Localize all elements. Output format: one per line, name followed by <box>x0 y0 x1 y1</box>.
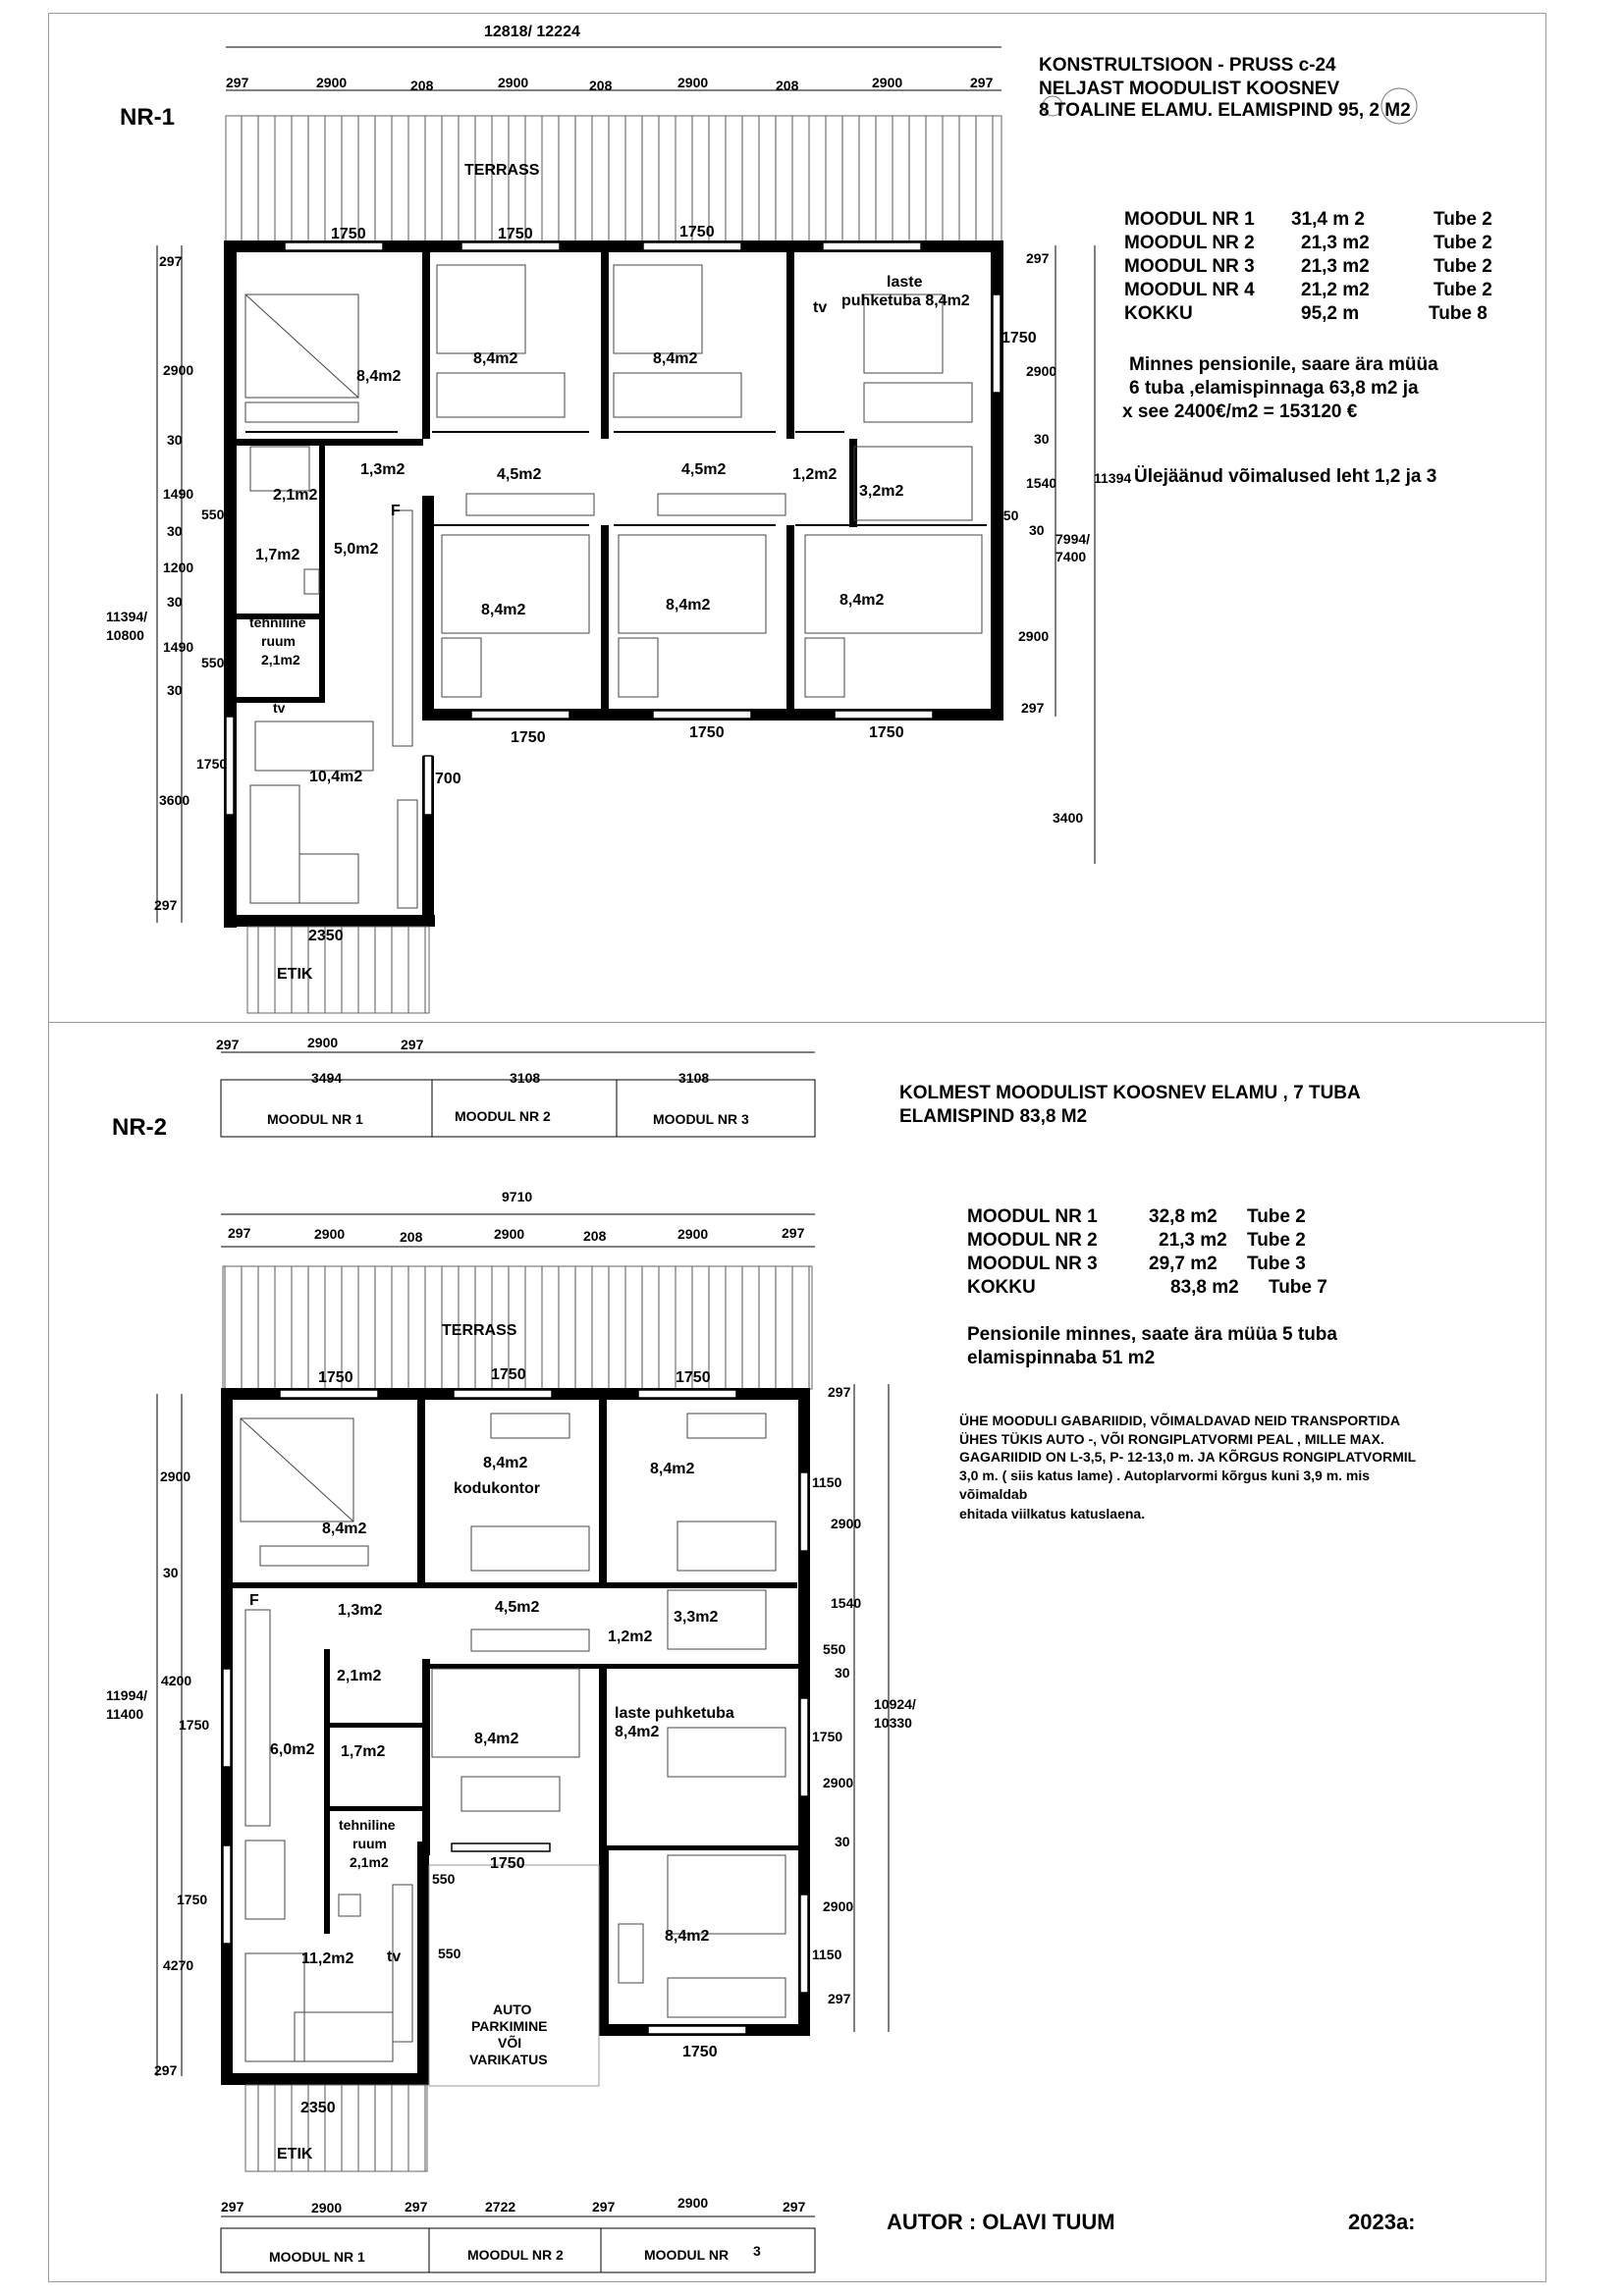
room-area: 1,2m2 <box>608 1629 653 1645</box>
dim: 297 <box>828 1384 851 1400</box>
room-area: 11,2m2 <box>301 1950 354 1967</box>
nr1-label: NR-1 <box>120 104 176 131</box>
room-area: 1,3m2 <box>360 461 406 478</box>
dim: 297 <box>1021 700 1045 716</box>
transport-line: GAGARIIDID ON L-3,5, P- 12-13,0 m. JA KÕRGUS RONGIPLATVORMIL <box>959 1449 1417 1465</box>
dim: 2900 <box>677 2195 709 2211</box>
nr2-top-total: 9710 <box>502 1189 533 1204</box>
room-area: 6,0m2 <box>270 1741 315 1758</box>
dim: 1150 <box>812 1947 842 1962</box>
module-row: MOODUL NR 2 21,3 m2 Tube 2 <box>1124 233 1492 253</box>
dim: 550 <box>996 507 1019 523</box>
dim: 297 <box>783 2199 806 2215</box>
room-area: 4,5m2 <box>495 1599 540 1616</box>
nr1-note-1: Minnes pensionile, saare ära müüa <box>1129 354 1438 375</box>
dim: 208 <box>410 78 434 93</box>
nr1-title-2: NELJAST MOODULIST KOOSNEV <box>1039 79 1340 99</box>
dim: 550 <box>201 655 225 670</box>
room-area: 8,4m2 <box>356 368 402 385</box>
tv-label: tv <box>813 299 828 316</box>
nr1-note-3: x see 2400€/m2 = 153120 € <box>1122 401 1358 422</box>
room-area: 8,4m2 <box>666 597 711 614</box>
window-dim: 1750 <box>1001 330 1037 347</box>
tv-label: tv <box>387 1949 402 1965</box>
nr2-note-2: elamispinnaba 51 m2 <box>967 1348 1156 1368</box>
dim-total: 11400 <box>106 1706 144 1722</box>
module-label: MOODUL NR 2 <box>467 2247 564 2263</box>
dim-total: 11394 <box>1094 470 1132 486</box>
room-area: 1,7m2 <box>255 547 300 563</box>
room-area: 4,5m2 <box>681 461 727 478</box>
module-label: MOODUL NR 1 <box>267 1111 363 1127</box>
nr2-porch-label: ETIK <box>277 2146 313 2163</box>
dim: 30 <box>1029 522 1045 538</box>
dim: 2900 <box>314 1226 346 1242</box>
dim: 297 <box>159 253 183 269</box>
dim: 297 <box>216 1037 240 1052</box>
dim: 297 <box>228 1225 251 1241</box>
dim: 2900 <box>1026 363 1057 379</box>
dim: 1490 <box>163 486 194 502</box>
module-row: MOODUL NR 3 29,7 m2 Tube 3 <box>967 1254 1306 1274</box>
window-dim: 1750 <box>679 224 715 240</box>
room-area: 8,4m2 <box>322 1521 367 1537</box>
dim: 2900 <box>316 75 348 90</box>
nr2-title-1: KOLMEST MOODULIST KOOSNEV ELAMU , 7 TUBA <box>899 1083 1361 1103</box>
transport-line: ÜHES TÜKIS AUTO -, VÕI RONGIPLATVORMI PEAL , MILLE MAX. <box>959 1431 1384 1447</box>
dim: 2900 <box>823 1898 854 1914</box>
parking-line: VÕI <box>498 2035 522 2051</box>
dim: 4200 <box>161 1673 192 1688</box>
dim: 30 <box>835 1834 850 1849</box>
room-area: 2,1m2 <box>261 652 300 667</box>
fridge-label: F <box>249 1592 259 1609</box>
dim: 1150 <box>812 1474 842 1490</box>
dim: 1540 <box>831 1595 862 1611</box>
dim: 2900 <box>677 1226 709 1242</box>
dim: 1750 <box>196 756 228 772</box>
dim: 2722 <box>485 2199 516 2215</box>
nr1-top-total: 12818/ 12224 <box>484 24 580 40</box>
fridge-label: F <box>391 503 401 519</box>
room-area: 2,1m2 <box>350 1854 389 1870</box>
dim-total: 11394/ <box>106 609 148 624</box>
room-area: 8,4m2 <box>653 350 698 367</box>
nr2-label: NR-2 <box>112 1114 168 1141</box>
dim: 297 <box>154 2062 178 2078</box>
window-dim: 1750 <box>689 724 725 741</box>
year-label: 2023a: <box>1348 2210 1416 2234</box>
dim: 1200 <box>163 560 194 575</box>
room-name: ruum <box>261 633 296 649</box>
tv-label: tv <box>273 700 286 716</box>
module-label: MOODUL NR 2 <box>455 1108 551 1124</box>
room-area: 8,4m2 <box>474 1731 519 1747</box>
dim-total: 7994/ <box>1056 531 1091 547</box>
nr1-note-2: 6 tuba ,elamispinnaga 63,8 m2 ja <box>1129 378 1419 399</box>
window-dim: 1750 <box>498 226 533 242</box>
dim: 2900 <box>311 2200 343 2216</box>
dim-total: 11994/ <box>106 1687 148 1703</box>
dim: 1750 <box>179 1717 210 1733</box>
dim: 297 <box>221 2199 244 2215</box>
room-area: 8,4m2 <box>665 1928 710 1945</box>
room-name: kodukontor <box>454 1480 540 1497</box>
window-dim: 1750 <box>490 1855 525 1872</box>
dim: 550 <box>432 1871 456 1887</box>
dim: 1490 <box>163 639 194 655</box>
room-name: puhketuba 8,4m2 <box>841 293 970 309</box>
room-area: 4,5m2 <box>497 466 542 483</box>
nr2-note-1: Pensionile minnes, saate ära müüa 5 tuba <box>967 1324 1337 1345</box>
dim: 2900 <box>160 1468 191 1484</box>
module-row: MOODUL NR 2 21,3 m2 Tube 2 <box>967 1230 1306 1251</box>
dim: 297 <box>401 1037 424 1052</box>
dim: 1750 <box>177 1892 208 1907</box>
dim: 3108 <box>510 1070 541 1086</box>
module-row: MOODUL NR 1 31,4 m 2 Tube 2 <box>1124 209 1492 230</box>
room-area: 3,3m2 <box>674 1609 719 1626</box>
dim-total: 7400 <box>1056 549 1087 564</box>
dim: 2900 <box>494 1226 525 1242</box>
dim: 2900 <box>872 75 903 90</box>
dim: 2900 <box>307 1035 339 1050</box>
dim: 3108 <box>678 1070 710 1086</box>
room-area: 8,4m2 <box>839 592 885 609</box>
room-name: tehniline <box>249 614 306 630</box>
parking-line: VARIKATUS <box>469 2052 548 2067</box>
nr2-terrace-label: TERRASS <box>442 1322 517 1339</box>
dim: 30 <box>167 523 183 539</box>
nr1-module-table <box>1124 208 1492 326</box>
module-row: KOKKU 95,2 m Tube 8 <box>1124 303 1488 324</box>
module-label: 3 <box>753 2243 761 2259</box>
dim-total: 10800 <box>106 627 144 643</box>
dim: 1750 <box>812 1729 843 1744</box>
transport-line: võimaldab <box>959 1486 1028 1502</box>
dim: 4270 <box>163 1957 194 1973</box>
room-name: laste <box>887 274 923 291</box>
dim: 2900 <box>831 1516 862 1531</box>
room-area: 1,3m2 <box>338 1602 383 1619</box>
dim: 2900 <box>823 1775 854 1790</box>
window-dim: 1750 <box>318 1369 353 1386</box>
dim: 297 <box>592 2199 616 2215</box>
dim: 297 <box>226 75 249 90</box>
dim: 30 <box>167 432 183 448</box>
dim: 297 <box>828 1991 851 2006</box>
room-area: 3,2m2 <box>859 483 904 500</box>
dim: 550 <box>438 1946 461 1961</box>
dim: 3600 <box>159 792 190 808</box>
room-area: 8,4m2 <box>615 1724 660 1740</box>
dim: 2900 <box>677 75 709 90</box>
dim: 30 <box>835 1665 850 1681</box>
window-dim: 2350 <box>300 2100 336 2116</box>
module-row: MOODUL NR 4 21,2 m2 Tube 2 <box>1124 280 1492 300</box>
dim: 297 <box>405 2199 428 2215</box>
dim: 3494 <box>311 1070 343 1086</box>
dim: 2900 <box>498 75 529 90</box>
room-area: 8,4m2 <box>481 602 526 618</box>
window-dim: 700 <box>435 771 461 787</box>
dim-total: 10924/ <box>874 1696 916 1712</box>
module-row: MOODUL NR 1 32,8 m2 Tube 2 <box>967 1206 1306 1227</box>
dim: 30 <box>163 1565 179 1580</box>
window-dim: 1750 <box>676 1369 711 1386</box>
author-label: AUTOR : OLAVI TUUM <box>887 2210 1115 2234</box>
dim: 208 <box>400 1229 423 1245</box>
module-label: MOODUL NR 1 <box>269 2249 365 2265</box>
dim: 297 <box>782 1225 805 1241</box>
room-area: 2,1m2 <box>337 1668 382 1684</box>
dim: 30 <box>167 594 183 610</box>
room-name: tehniline <box>339 1817 396 1833</box>
module-row: MOODUL NR 3 21,3 m2 Tube 2 <box>1124 256 1492 277</box>
window-dim: 1750 <box>869 724 904 741</box>
room-name: laste puhketuba <box>615 1705 734 1722</box>
dim: 30 <box>1034 431 1050 447</box>
module-row: KOKKU 83,8 m2 Tube 7 <box>967 1277 1327 1298</box>
window-dim: 1750 <box>682 2044 718 2060</box>
room-area: 2,1m2 <box>273 487 318 504</box>
room-name: ruum <box>352 1836 387 1851</box>
dim: 30 <box>167 682 183 698</box>
room-area: 1,7m2 <box>341 1743 386 1760</box>
module-label: MOODUL NR 3 <box>653 1111 749 1127</box>
nr1-note-4: Ülejäänud võimalused leht 1,2 ja 3 <box>1134 466 1437 487</box>
nr1-title-1: KONSTRULTSIOON - PRUSS c-24 <box>1039 55 1336 76</box>
window-dim: 1750 <box>511 729 546 746</box>
nr1-porch-label: ETIK <box>277 966 313 983</box>
room-area: 1,2m2 <box>792 466 838 483</box>
dim: 550 <box>201 507 225 522</box>
transport-line: ÜHE MOODULI GABARIIDID, VÕIMALDAVAD NEID TRANSPORTIDA <box>959 1413 1401 1428</box>
dim: 297 <box>1026 250 1050 266</box>
dim: 208 <box>589 78 613 93</box>
nr1-title-3: 8 TOALINE ELAMU. ELAMISPIND 95, 2 M2 <box>1039 100 1411 121</box>
nr1-plan <box>157 47 1095 1013</box>
dim: 297 <box>154 897 178 913</box>
nr1-terrace-label: TERRASS <box>464 162 540 179</box>
window-dim: 1750 <box>491 1366 526 1383</box>
parking-line: PARKIMINE <box>471 2018 548 2034</box>
dim: 208 <box>583 1228 607 1244</box>
room-area: 10,4m2 <box>309 769 363 785</box>
room-area: 8,4m2 <box>473 350 518 367</box>
room-area: 8,4m2 <box>483 1455 528 1471</box>
dim: 208 <box>776 78 799 93</box>
room-area: 8,4m2 <box>650 1461 695 1477</box>
transport-line: ehitada viilkatus katuslaena. <box>959 1506 1146 1522</box>
window-dim: 2350 <box>308 928 344 944</box>
dim: 2900 <box>163 362 194 378</box>
dim: 2900 <box>1018 628 1050 644</box>
dim: 3400 <box>1053 810 1084 826</box>
nr2-title-2: ELAMISPIND 83,8 M2 <box>899 1106 1088 1127</box>
dim: 1540 <box>1026 475 1057 491</box>
window-dim: 1750 <box>331 226 366 242</box>
dim-total: 10330 <box>874 1715 912 1731</box>
room-area: 5,0m2 <box>334 541 379 558</box>
transport-line: 3,0 m. ( siis katus lame) . Autoplarvormi kõrgus kuni 3,9 m. mis <box>959 1468 1371 1483</box>
dim: 550 <box>823 1641 846 1657</box>
module-label: MOODUL NR <box>644 2247 730 2263</box>
parking-line: AUTO <box>493 2002 532 2017</box>
nr2-module-table <box>967 1205 1327 1300</box>
dim: 297 <box>970 75 994 90</box>
